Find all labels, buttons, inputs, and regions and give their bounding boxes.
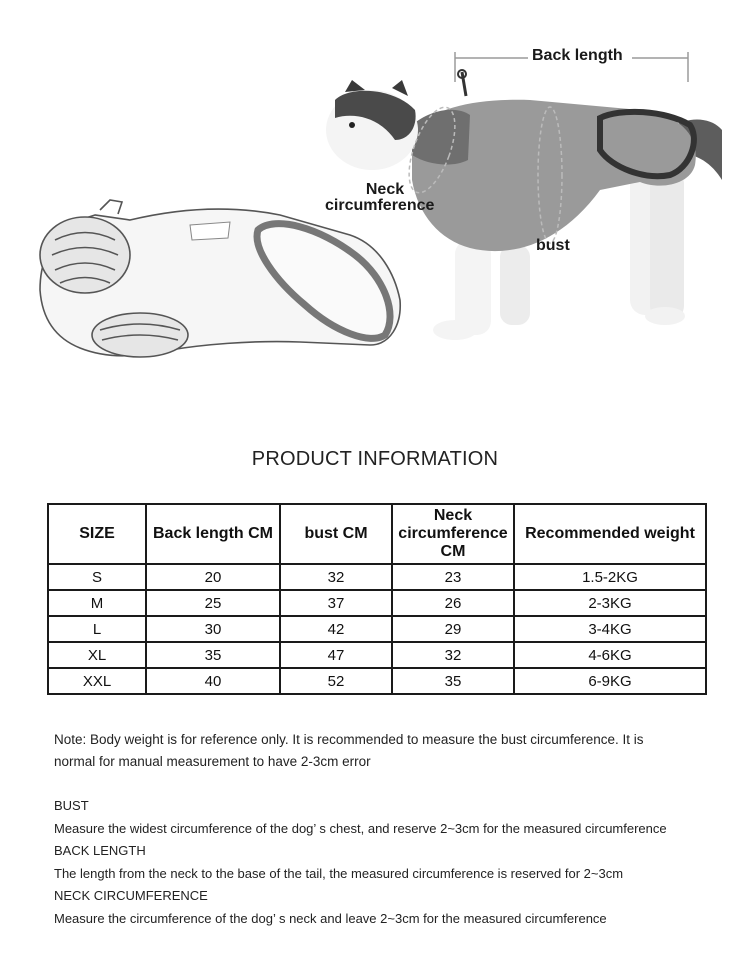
guide-bust-text: Measure the widest circumference of the dog’ s chest, and reserve 2~3cm for the measured circumference xyxy=(54,820,667,836)
cell-neck: 35 xyxy=(392,668,514,694)
header-size: SIZE xyxy=(48,504,146,564)
cell-neck: 23 xyxy=(392,564,514,590)
neck-label-line2: circumference xyxy=(325,197,435,214)
guide-neck-text: Measure the circumference of the dog’ s neck and leave 2~3cm for the measured circumference xyxy=(54,910,607,926)
measurement-guide xyxy=(54,795,734,930)
neck-label-line1: Neck xyxy=(365,181,405,198)
guide-neck-title: NECK CIRCUMFERENCE xyxy=(54,888,208,903)
cell-size: M xyxy=(48,590,146,616)
back-length-label: Back length xyxy=(532,47,623,64)
note-line1: Note: Body weight is for reference only. It is recommended to measure the bust circumference. It is xyxy=(54,732,644,747)
cell-weight: 1.5-2KG xyxy=(514,564,706,590)
header-bust: bust CM xyxy=(280,504,392,564)
header-neck-line1: Neck xyxy=(433,507,473,524)
cell-bust: 37 xyxy=(280,590,392,616)
cell-weight: 3-4KG xyxy=(514,616,706,642)
guide-bust-title: BUST xyxy=(54,798,89,813)
guide-back-text: The length from the neck to the base of the tail, the measured circumference is reserved for 2~3cm xyxy=(54,865,624,881)
cell-neck: 26 xyxy=(392,590,514,616)
cell-bust: 52 xyxy=(280,668,392,694)
garment-sketch xyxy=(40,200,400,357)
header-neck xyxy=(392,504,514,564)
table-row xyxy=(48,564,706,590)
table-row xyxy=(48,642,706,668)
cell-back: 25 xyxy=(146,590,280,616)
note-line2: normal for manual measurement to have 2-3cm error xyxy=(54,754,371,769)
cell-back: 20 xyxy=(146,564,280,590)
weight-note xyxy=(54,729,704,773)
bust-label: bust xyxy=(536,237,570,254)
guide-back-title: BACK LENGTH xyxy=(54,843,146,858)
table-row xyxy=(48,590,706,616)
cell-neck: 32 xyxy=(392,642,514,668)
cell-bust: 42 xyxy=(280,616,392,642)
header-neck-line2: circumference xyxy=(398,525,508,542)
cell-bust: 32 xyxy=(280,564,392,590)
cell-size: XXL xyxy=(48,668,146,694)
table-row xyxy=(48,668,706,694)
header-neck-line3: CM xyxy=(440,543,466,560)
cell-weight: 4-6KG xyxy=(514,642,706,668)
table-row xyxy=(48,616,706,642)
cell-weight: 2-3KG xyxy=(514,590,706,616)
cell-neck: 29 xyxy=(392,616,514,642)
cell-back: 35 xyxy=(146,642,280,668)
cell-back: 30 xyxy=(146,616,280,642)
cell-size: XL xyxy=(48,642,146,668)
cell-size: S xyxy=(48,564,146,590)
header-back-length: Back length CM xyxy=(146,504,280,564)
cell-weight: 6-9KG xyxy=(514,668,706,694)
section-title: PRODUCT INFORMATION xyxy=(251,448,499,470)
size-table xyxy=(47,503,707,695)
cell-bust: 47 xyxy=(280,642,392,668)
cell-back: 40 xyxy=(146,668,280,694)
cell-size: L xyxy=(48,616,146,642)
table-header-row xyxy=(48,504,706,564)
header-weight: Recommended weight xyxy=(514,504,706,564)
